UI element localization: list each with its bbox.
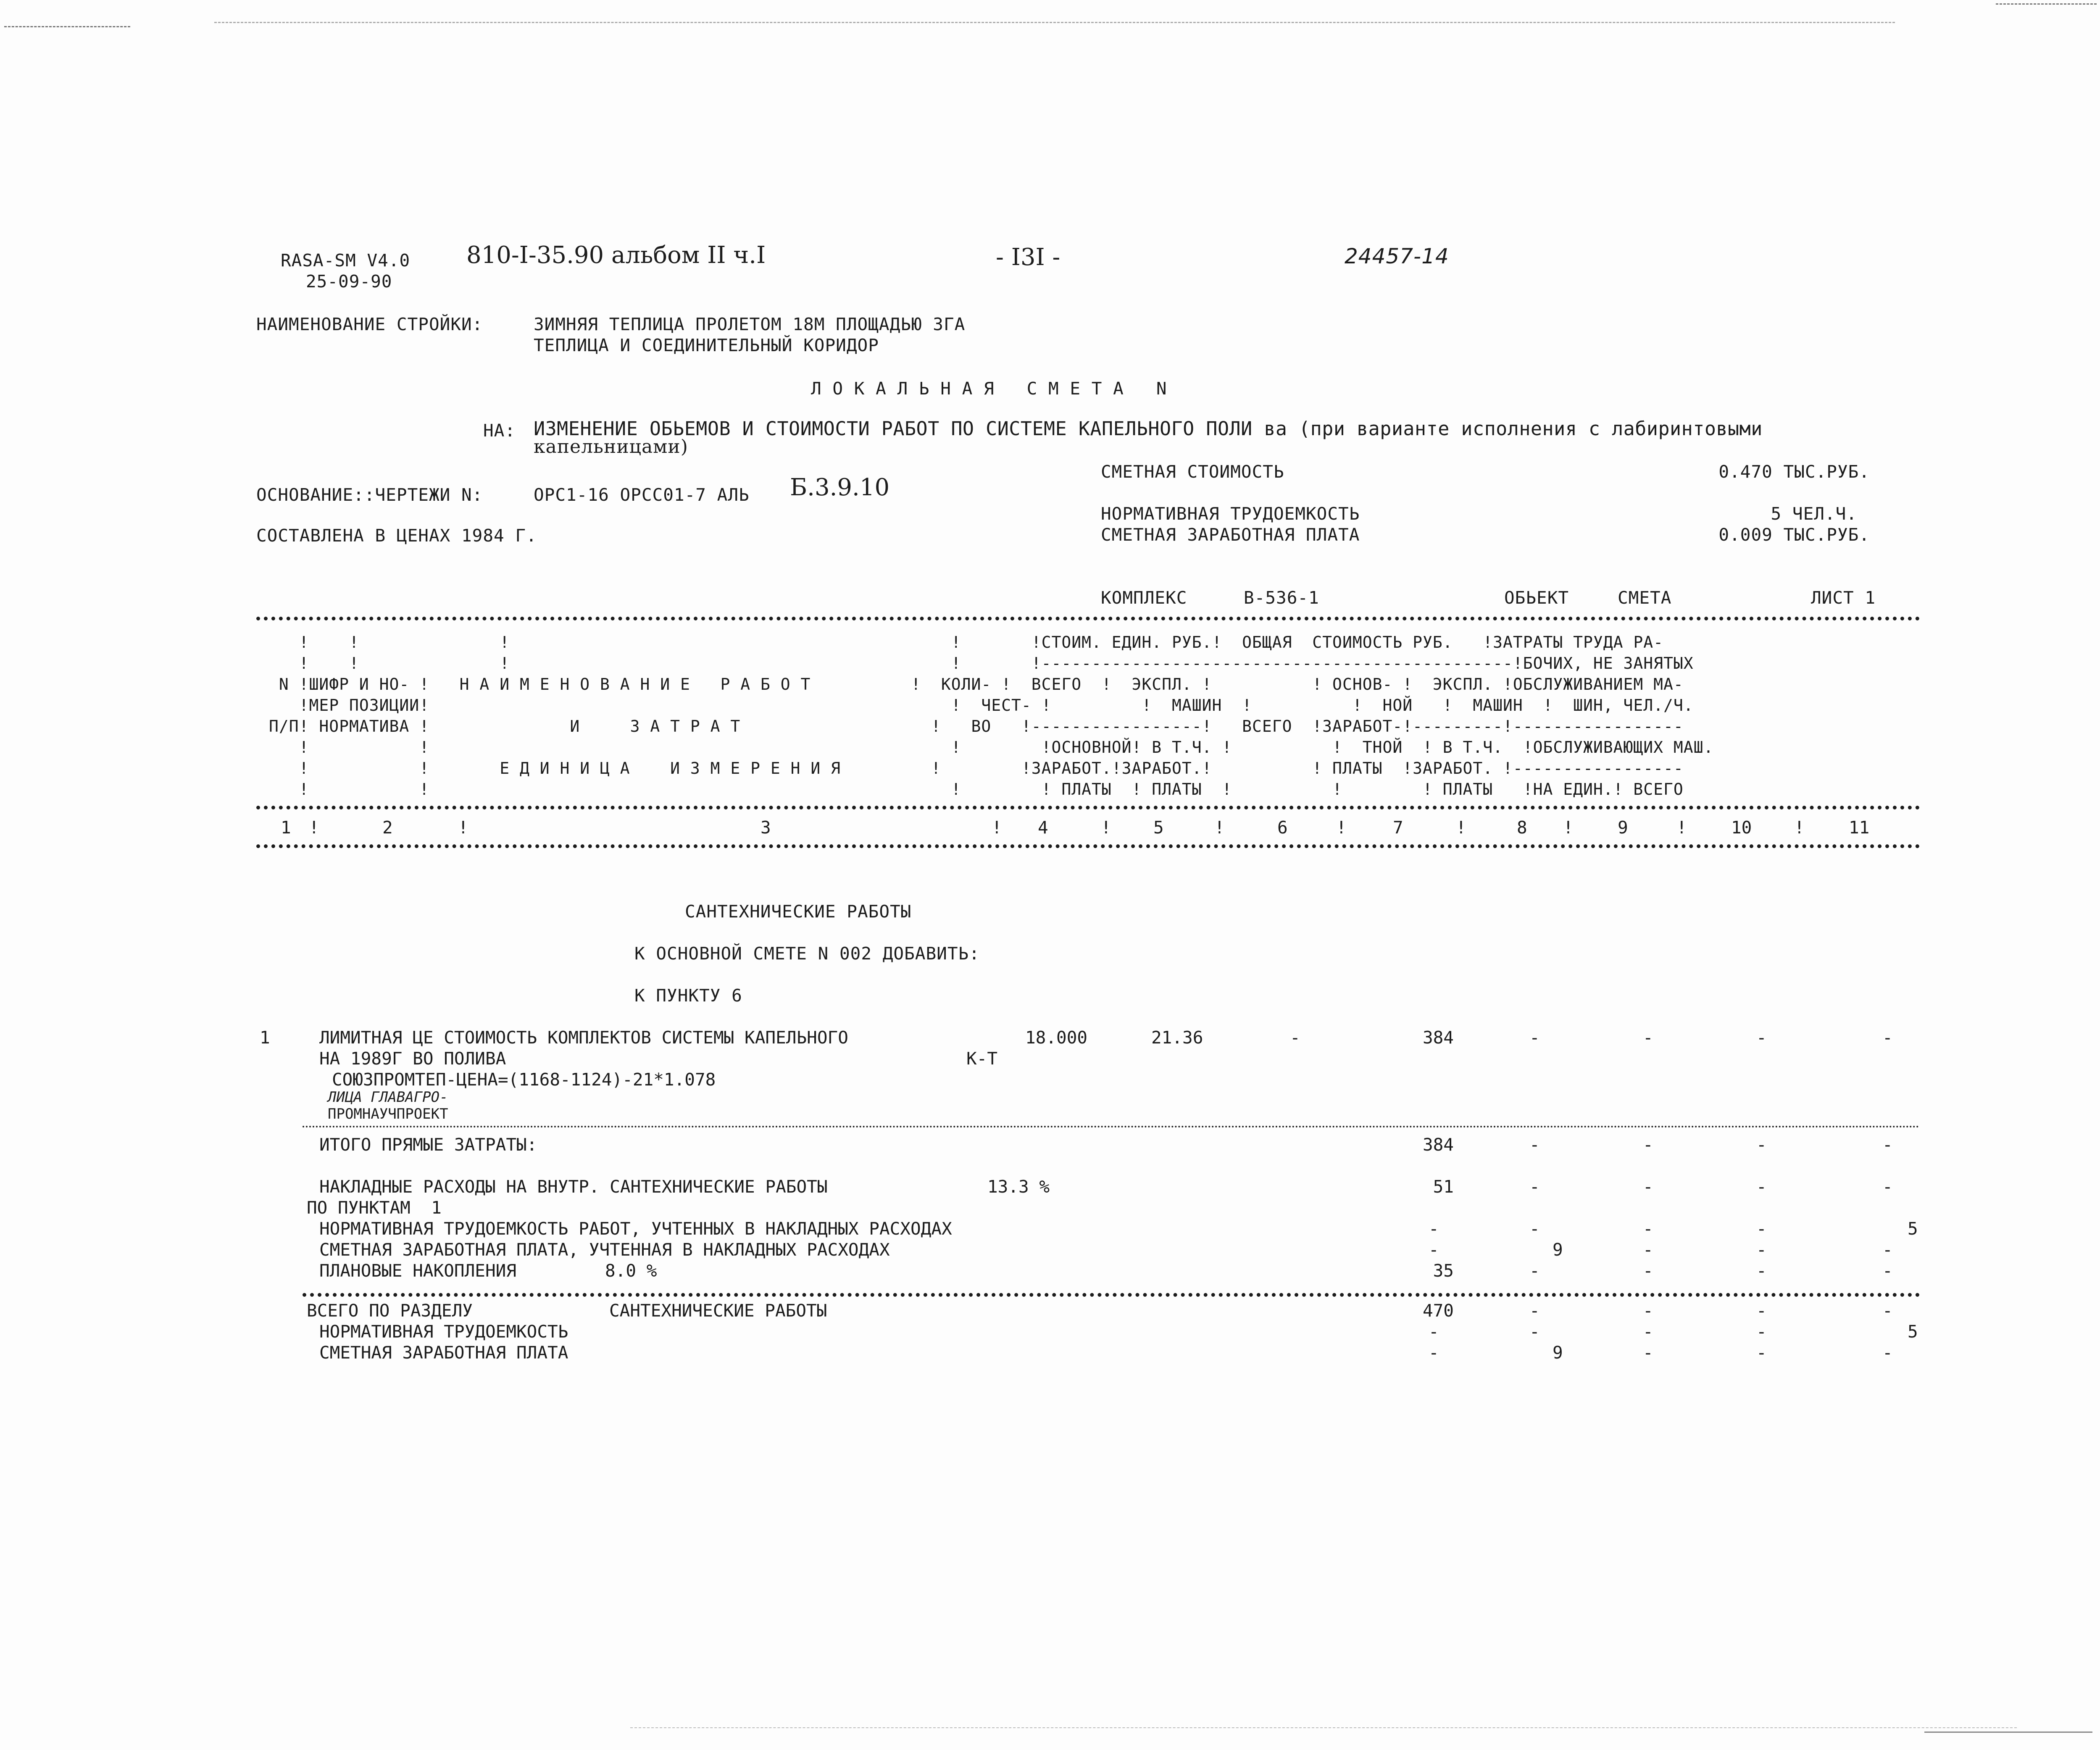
subject-text: ИЗМЕНЕНИЕ ОБЬЕМОВ И СТОИМОСТИ РАБОТ ПО СИСТЕМЕ КАПЕЛЬНОГО ПОЛИ ва (при варианте исполнения с лабиринтовыми <box>534 418 1763 440</box>
section-add: К ОСНОВНОЙ СМЕТЕ N 002 ДОБАВИТЬ: <box>634 943 980 964</box>
overheads-col-8: - <box>1529 1177 1540 1197</box>
section-total-rule <box>303 1293 1920 1297</box>
scan-mark-bottom-right <box>1924 1732 2092 1733</box>
section-title: САНТЕХНИЧЕСКИЕ РАБОТЫ <box>685 901 912 922</box>
profit-rate: 8.0 % <box>605 1261 657 1281</box>
scan-mark-bottom <box>630 1727 2017 1728</box>
table-header-line: ! ! ! !ОСНОВНОЙ! В Т.Ч. ! ! ТНОЙ ! В Т.Ч. !ОБСЛУЖИВАЮЩИХ МАШ. <box>269 738 1714 757</box>
table-header-line: ! ! ! ! ПЛАТЫ ! ПЛАТЫ ! ! ! ПЛАТЫ !НА ЕДИН.! ВСЕГО <box>269 780 1684 799</box>
construction-line-2: ТЕПЛИЦА И СОЕДИНИТЕЛЬНЫЙ КОРИДОР <box>534 335 879 355</box>
wage-overheads-col-9: - <box>1643 1240 1653 1260</box>
table-header-line: ! ! ! ! !СТОИМ. ЕДИН. РУБ.! ОБЩАЯ СТОИМОСТЬ РУБ. !ЗАТРАТЫ ТРУДА РА- <box>269 633 1664 652</box>
column-number: 7 <box>1393 817 1403 838</box>
section-total-col-9: - <box>1643 1301 1653 1321</box>
item-line-4: ЛИЦА ГЛАВАГРО- <box>328 1089 448 1106</box>
subject-text-continued: капельницами) <box>534 436 688 457</box>
item-col-9: - <box>1643 1027 1653 1048</box>
scan-mark-left <box>4 26 130 27</box>
labor-overheads-col-10: - <box>1756 1219 1767 1239</box>
profit-col-10: - <box>1756 1261 1767 1281</box>
program-date: 25-09-90 <box>306 271 392 292</box>
construction-label: НАИМЕНОВАНИЕ СТРОЙКИ: <box>256 314 483 334</box>
overheads-label: НАКЛАДНЫЕ РАСХОДЫ НА ВНУТР. САНТЕХНИЧЕСКИЕ РАБОТЫ <box>319 1177 828 1197</box>
wage-overheads-col-11: - <box>1882 1240 1893 1260</box>
section-item: К ПУНКТУ 6 <box>634 985 742 1006</box>
wage-overheads-label: СМЕТНАЯ ЗАРАБОТНАЯ ПЛАТА, УЧТЕННАЯ В НАКЛАДНЫХ РАСХОДАХ <box>319 1240 890 1260</box>
estimate-label: СМЕТА <box>1618 588 1672 608</box>
section-total-col-8: - <box>1529 1301 1540 1321</box>
program-label: RASA-SM V4.0 <box>281 250 411 271</box>
column-number: 1 <box>281 817 291 838</box>
section-wage-col-11: - <box>1882 1343 1893 1363</box>
overheads-rate: 13.3 % <box>987 1177 1050 1197</box>
section-labor-col-10: - <box>1756 1322 1767 1342</box>
overheads-col-9: - <box>1643 1177 1653 1197</box>
column-number: 9 <box>1618 817 1628 838</box>
section-labor-label: НОРМАТИВНАЯ ТРУДОЕМКОСТЬ <box>319 1322 568 1342</box>
album-reference: 810-I-35.90 альбом II ч.I <box>466 242 766 269</box>
labor-overheads-label: НОРМАТИВНАЯ ТРУДОЕМКОСТЬ РАБОТ, УЧТЕННЫХ В НАКЛАДНЫХ РАСХОДАХ <box>319 1219 952 1239</box>
section-total-col-11: - <box>1882 1301 1893 1321</box>
section-total-value: 470 <box>1422 1301 1454 1321</box>
section-labor-total: - <box>1429 1322 1439 1342</box>
item-quantity: 18.000 <box>1025 1027 1088 1048</box>
section-wage-col-9: - <box>1643 1343 1653 1363</box>
item-line-3: СОЮЗПРОМТЕП-ЦЕНА=(1168-1124)-21*1.078 <box>332 1069 716 1090</box>
table-header-rule <box>256 806 1920 809</box>
summary-wage-value: 0.009 ТЫС.РУБ. <box>1718 525 1870 545</box>
profit-col-9: - <box>1643 1261 1653 1281</box>
table-header-line: N !ШИФР И НО- ! Н А И М Е Н О В А Н И Е Р А Б О Т ! КОЛИ- ! ВСЕГО ! ЭКСПЛ. ! ! ОСНОВ- ! ЭКСПЛ. !ОБСЛУЖИВАНИЕМ МА- <box>269 675 1684 694</box>
item-unit: К-Т <box>966 1048 998 1069</box>
document-title: Л О К А Л Ь Н А Я С М Е Т А N <box>811 378 1167 399</box>
item-col-10: - <box>1756 1027 1767 1048</box>
item-line-2: НА 1989Г ВО ПОЛИВА <box>319 1048 506 1069</box>
prices-year: СОСТАВЛЕНА В ЦЕНАХ 1984 Г. <box>256 526 537 546</box>
table-header-line: П/П! НОРМАТИВА ! И З А Т Р А Т ! ВО !-----------------! ВСЕГО !ЗАРАБОТ-!---------!----------------- <box>269 717 1684 736</box>
overheads-col-10: - <box>1756 1177 1767 1197</box>
complex-label: КОМПЛЕКС <box>1101 588 1187 608</box>
direct-costs-col-8: - <box>1529 1135 1540 1155</box>
wage-overheads-col-10: - <box>1756 1240 1767 1260</box>
profit-col-11: - <box>1882 1261 1893 1281</box>
subject-label: НА: <box>483 420 516 441</box>
section-wage-col-8: 9 <box>1553 1343 1563 1363</box>
table-top-rule <box>256 617 1920 620</box>
item-total: 384 <box>1422 1027 1454 1048</box>
section-wage-label: СМЕТНАЯ ЗАРАБОТНАЯ ПЛАТА <box>319 1343 568 1363</box>
basis-value: ОРС1-16 ОРСС01-7 АЛЬ <box>534 485 750 505</box>
column-number: 6 <box>1277 817 1288 838</box>
table-header-line: ! ! ! ! !-----------------------------------------------!БОЧИХ, НЕ ЗАНЯТЫХ <box>269 654 1694 673</box>
column-number: 3 <box>761 817 771 838</box>
basis-label: ОСНОВАНИЕ::ЧЕРТЕЖИ N: <box>256 485 483 505</box>
column-number: 5 <box>1153 817 1164 838</box>
item-col-11: - <box>1882 1027 1893 1048</box>
sheet-label: ЛИСТ 1 <box>1811 588 1876 608</box>
page-number: - I3I - <box>996 244 1061 271</box>
table-header-line: ! ! Е Д И Н И Ц А И З М Е Р Е Н И Я ! !ЗАРАБОТ.!ЗАРАБОТ.! ! ПЛАТЫ !ЗАРАБОТ. !----------------- <box>269 759 1684 778</box>
labor-overheads-total: - <box>1429 1219 1439 1239</box>
basis-handwritten: Б.3.9.10 <box>790 474 890 501</box>
summary-cost-value: 0.470 ТЫС.РУБ. <box>1718 462 1870 482</box>
item-number: 1 <box>260 1027 270 1048</box>
item-col-8: - <box>1529 1027 1540 1048</box>
direct-costs-rule <box>303 1126 1920 1127</box>
profit-col-8: - <box>1529 1261 1540 1281</box>
labor-overheads-col-11: 5 <box>1908 1219 1918 1239</box>
labor-overheads-col-9: - <box>1643 1219 1653 1239</box>
scan-mark-right <box>1996 3 2097 5</box>
section-wage-total: - <box>1429 1343 1439 1363</box>
section-total-col-10: - <box>1756 1301 1767 1321</box>
column-number: 8 <box>1517 817 1527 838</box>
summary-labor-label: НОРМАТИВНАЯ ТРУДОЕМКОСТЬ <box>1101 504 1360 524</box>
item-machine-cost: - <box>1290 1027 1300 1048</box>
direct-costs-total: 384 <box>1422 1135 1454 1155</box>
table-header-line: !МЕР ПОЗИЦИИ! ! ЧЕСТ- ! ! МАШИН ! ! НОЙ ! МАШИН ! ШИН, ЧЕЛ./Ч. <box>269 696 1694 715</box>
summary-labor-value: 5 ЧЕЛ.Ч. <box>1771 504 1857 524</box>
summary-cost-label: СМЕТНАЯ СТОИМОСТЬ <box>1101 462 1284 482</box>
overheads-col-11: - <box>1882 1177 1893 1197</box>
column-number: 10 <box>1731 817 1752 838</box>
item-line-5: ПРОМНАУЧПРОЕКТ <box>328 1106 448 1122</box>
wage-overheads-col-8: 9 <box>1553 1240 1563 1260</box>
column-number-separators: ! ! ! ! ! ! ! ! ! ! <box>309 817 1805 838</box>
profit-label: ПЛАНОВЫЕ НАКОПЛЕНИЯ <box>319 1261 516 1281</box>
complex-value: В-536-1 <box>1244 588 1319 608</box>
section-total-label: ВСЕГО ПО РАЗДЕЛУ <box>307 1301 473 1321</box>
summary-wage-label: СМЕТНАЯ ЗАРАБОТНАЯ ПЛАТА <box>1101 525 1360 545</box>
direct-costs-col-10: - <box>1756 1135 1767 1155</box>
document-number: 24457-14 <box>1345 244 1449 268</box>
direct-costs-label: ИТОГО ПРЯМЫЕ ЗАТРАТЫ: <box>319 1135 537 1155</box>
item-line-1: ЛИМИТНАЯ ЦЕ СТОИМОСТЬ КОМПЛЕКТОВ СИСТЕМЫ КАПЕЛЬНОГО <box>319 1027 848 1048</box>
section-labor-col-8: - <box>1529 1322 1540 1342</box>
wage-overheads-total: - <box>1429 1240 1439 1260</box>
labor-overheads-col-8: - <box>1529 1219 1540 1239</box>
object-label: ОБЬЕКТ <box>1504 588 1569 608</box>
overheads-total: 51 <box>1433 1177 1454 1197</box>
section-labor-col-11: 5 <box>1908 1322 1918 1342</box>
profit-total: 35 <box>1433 1261 1454 1281</box>
column-number: 4 <box>1038 817 1048 838</box>
overheads-by-items: ПО ПУНКТАМ 1 <box>307 1198 442 1218</box>
table-numbers-rule <box>256 844 1920 848</box>
column-number: 11 <box>1849 817 1870 838</box>
section-total-name: САНТЕХНИЧЕСКИЕ РАБОТЫ <box>609 1301 827 1321</box>
item-unit-price: 21.36 <box>1151 1027 1203 1048</box>
section-wage-col-10: - <box>1756 1343 1767 1363</box>
construction-line-1: ЗИМНЯЯ ТЕПЛИЦА ПРОЛЕТОМ 18М ПЛОЩАДЬЮ 3ГА <box>534 314 966 334</box>
scan-mark-top <box>214 22 1895 23</box>
direct-costs-col-9: - <box>1643 1135 1653 1155</box>
section-labor-col-9: - <box>1643 1322 1653 1342</box>
direct-costs-col-11: - <box>1882 1135 1893 1155</box>
column-number: 2 <box>382 817 393 838</box>
